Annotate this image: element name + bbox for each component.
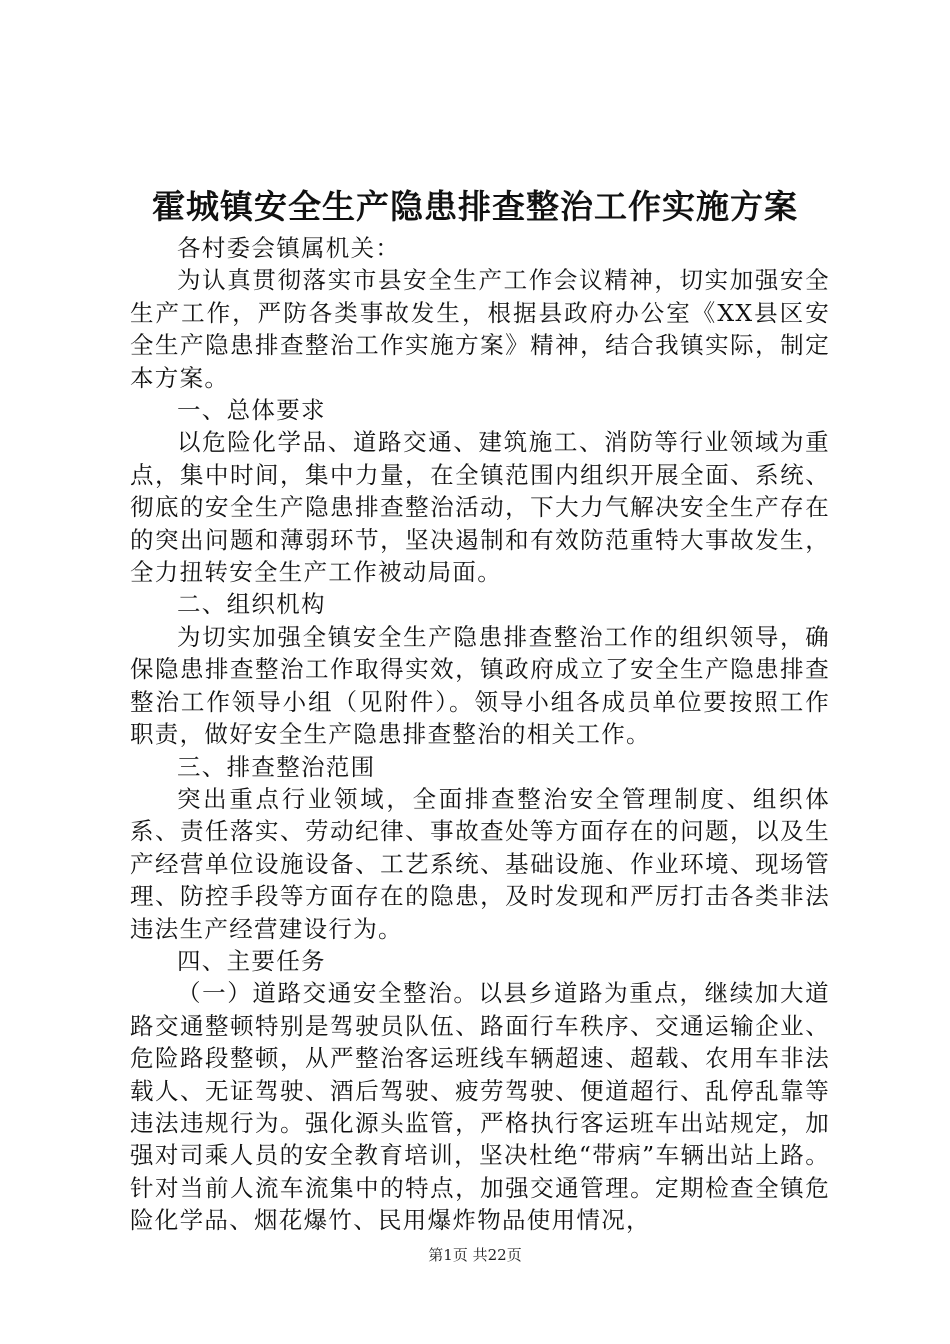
document-title: 霍城镇安全生产隐患排查整治工作实施方案 [152, 187, 798, 226]
section-heading-general-requirements: 一、总体要求 [177, 396, 326, 425]
salutation: 各村委会镇属机关： [177, 234, 401, 262]
intro-paragraph: 为认真贯彻落实市县安全生产工作会议精神，切实加强安全生产工作，严防各类事故发生，根据县政府办公室《XX县区安全生产隐患排查整治工作实施方案》精神，结合我镇实际，制定本方案。 [130, 266, 830, 392]
section-heading-organization: 二、组织机构 [177, 590, 326, 619]
page-number-footer: 第1页 共22页 [428, 1246, 522, 1264]
section-heading-main-tasks: 四、主要任务 [177, 946, 326, 975]
section-body-general-requirements: 以危险化学品、道路交通、建筑施工、消防等行业领域为重点，集中时间，集中力量，在全镇范围内组织开展全面、系统、彻底的安全生产隐患排查整治活动，下大力气解决安全生产存在的突出问题和薄弱环节，坚决遏制和有效防范重特大事故发生，全力扭转安全生产工作被动局面。 [130, 428, 830, 587]
section-heading-scope: 三、排查整治范围 [177, 752, 376, 781]
section-body-organization: 为切实加强全镇安全生产隐患排查整治工作的组织领导，确保隐患排查整治工作取得实效，镇政府成立了安全生产隐患排查整治工作领导小组（见附件）。领导小组各成员单位要按照工作职责，做好安全生产隐患排查整治的相关工作。 [130, 622, 830, 749]
section-body-scope: 突出重点行业领域，全面排查整治安全管理制度、组织体系、责任落实、劳动纪律、事故查处等方面存在的问题，以及生产经营单位设施设备、工艺系统、基础设施、作业环境、现场管理、防控手段等方面存在的隐患，及时发现和严厉打击各类非法违法生产经营建设行为。 [130, 784, 830, 943]
section-body-main-tasks: （一）道路交通安全整治。以县乡道路为重点，继续加大道路交通整顿特别是驾驶员队伍、路面行车秩序、交通运输企业、危险路段整顿，从严整治客运班线车辆超速、超载、农用车非法载人、无证驾驶、酒后驾驶、疲劳驾驶、便道超行、乱停乱靠等违法违规行为。强化源头监管，严格执行客运班车出站规定，加强对司乘人员的安全教育培训，坚决杜绝“带病”车辆出站上路。针对当前人流车流集中的特点，加强交通管理。定期检查全镇危险化学品、烟花爆竹、民用爆炸物品使用情况， [130, 979, 830, 1235]
document-body [130, 232, 830, 1237]
